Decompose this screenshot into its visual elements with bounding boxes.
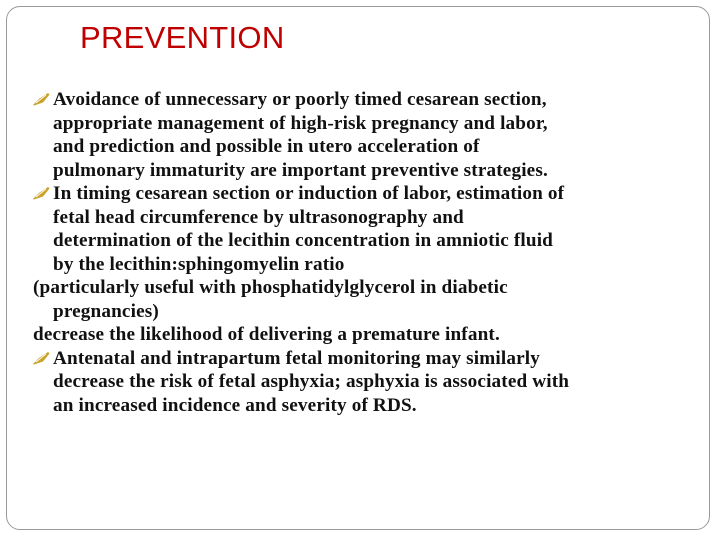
text-line: an increased incidence and severity of RDS. — [53, 394, 417, 416]
text-line: decrease the risk of fetal asphyxia; asphyxia is associated with — [53, 371, 570, 392]
text-line: appropriate management of high-risk pregnancy and labor, — [53, 112, 548, 134]
text-line: determination of the lecithin concentration in amniotic fluid — [53, 230, 553, 251]
text-line: Avoidance of unnecessary or poorly timed cesarean section, — [53, 89, 547, 110]
slide-body — [33, 88, 705, 417]
text-line: pulmonary immaturity are important preventive strategies. — [53, 159, 548, 181]
text-line: fetal head circumference by ultrasonography and — [53, 206, 464, 228]
text-line: (particularly useful with phosphatidylglycerol in diabetic — [33, 277, 508, 298]
text-line: and prediction and possible in utero acceleration of — [53, 136, 480, 157]
text-line: pregnancies) — [53, 300, 159, 322]
bullet-monitoring — [33, 347, 705, 418]
text-line: by the lecithin:sphingomyelin ratio — [53, 253, 345, 275]
slide-title: PREVENTION — [80, 20, 285, 55]
pen-nib-icon — [33, 186, 50, 200]
paragraph-parenthetical — [33, 276, 705, 323]
pen-nib-icon — [33, 92, 50, 106]
paragraph-decrease — [33, 323, 705, 347]
text-line: Antenatal and intrapartum fetal monitoring may similarly — [53, 347, 541, 369]
bullet-avoidance — [33, 88, 705, 182]
text-line: decrease the likelihood of delivering a premature infant. — [33, 324, 500, 345]
bullet-timing — [33, 182, 705, 276]
text-line: In timing cesarean section or induction of labor, estimation of — [53, 183, 565, 204]
pen-nib-icon — [33, 351, 50, 365]
